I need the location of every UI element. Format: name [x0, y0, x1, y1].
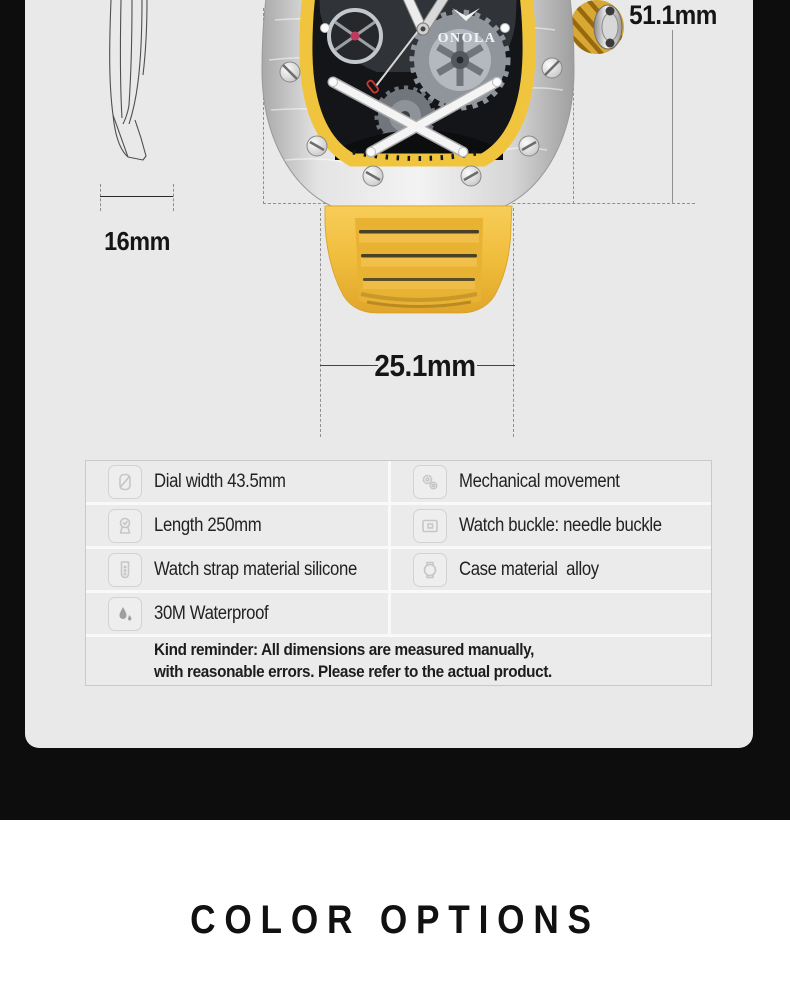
thickness-dim-tick-left [100, 184, 101, 211]
case-material-icon [413, 553, 447, 587]
waterproof-icon [108, 597, 142, 631]
dial-diameter-icon [108, 465, 142, 499]
case-height-dim-line [672, 30, 673, 203]
spec-row-dial-width [86, 461, 388, 502]
spec-row-movement [391, 461, 711, 502]
spec-footer-reminder [86, 637, 711, 685]
watch-side-profile-drawing [85, 0, 175, 170]
color-options-section [0, 820, 790, 1000]
spec-label: Case material alloy [459, 558, 599, 580]
strap-dim-line-right [477, 365, 515, 366]
strap-icon [108, 553, 142, 587]
spec-label: Watch strap material silicone [154, 558, 357, 580]
brand-logo-text: ONOLA [437, 31, 497, 46]
spec-label: Dial width 43.5mm [154, 470, 286, 492]
buckle-icon [413, 509, 447, 543]
product-image-panel [25, 0, 753, 748]
case-height-dim-label: 51.1mm [629, 0, 717, 30]
thickness-dim-line [100, 196, 173, 197]
spec-label: Length 250mm [154, 514, 262, 536]
watch-product-image [255, 0, 635, 320]
reminder-line-1: Kind reminder: All dimensions are measured manually, [154, 639, 535, 659]
watch-strap [325, 206, 512, 313]
length-icon [108, 509, 142, 543]
spec-table [85, 460, 712, 686]
spec-row-length [86, 505, 388, 546]
strap-dim-line-left [320, 365, 378, 366]
thickness-dim-tick-right [173, 184, 174, 211]
color-options-title: COLOR OPTIONS [190, 898, 600, 942]
spec-label: 30M Waterproof [154, 602, 269, 624]
spec-row-case-material [391, 549, 711, 590]
strap-width-dim-label: 25.1mm [374, 348, 476, 383]
spec-row-strap-material [86, 549, 388, 590]
spec-cell-empty [391, 593, 711, 634]
spec-row-waterproof [86, 593, 388, 634]
movement-gears-icon [413, 465, 447, 499]
spec-label: Mechanical movement [459, 470, 620, 492]
thickness-dim-label: 16mm [104, 226, 170, 256]
spec-row-buckle [391, 505, 711, 546]
spec-label: Watch buckle: needle buckle [459, 514, 662, 536]
reminder-line-2: with reasonable errors. Please refer to the actual product. [154, 662, 552, 681]
